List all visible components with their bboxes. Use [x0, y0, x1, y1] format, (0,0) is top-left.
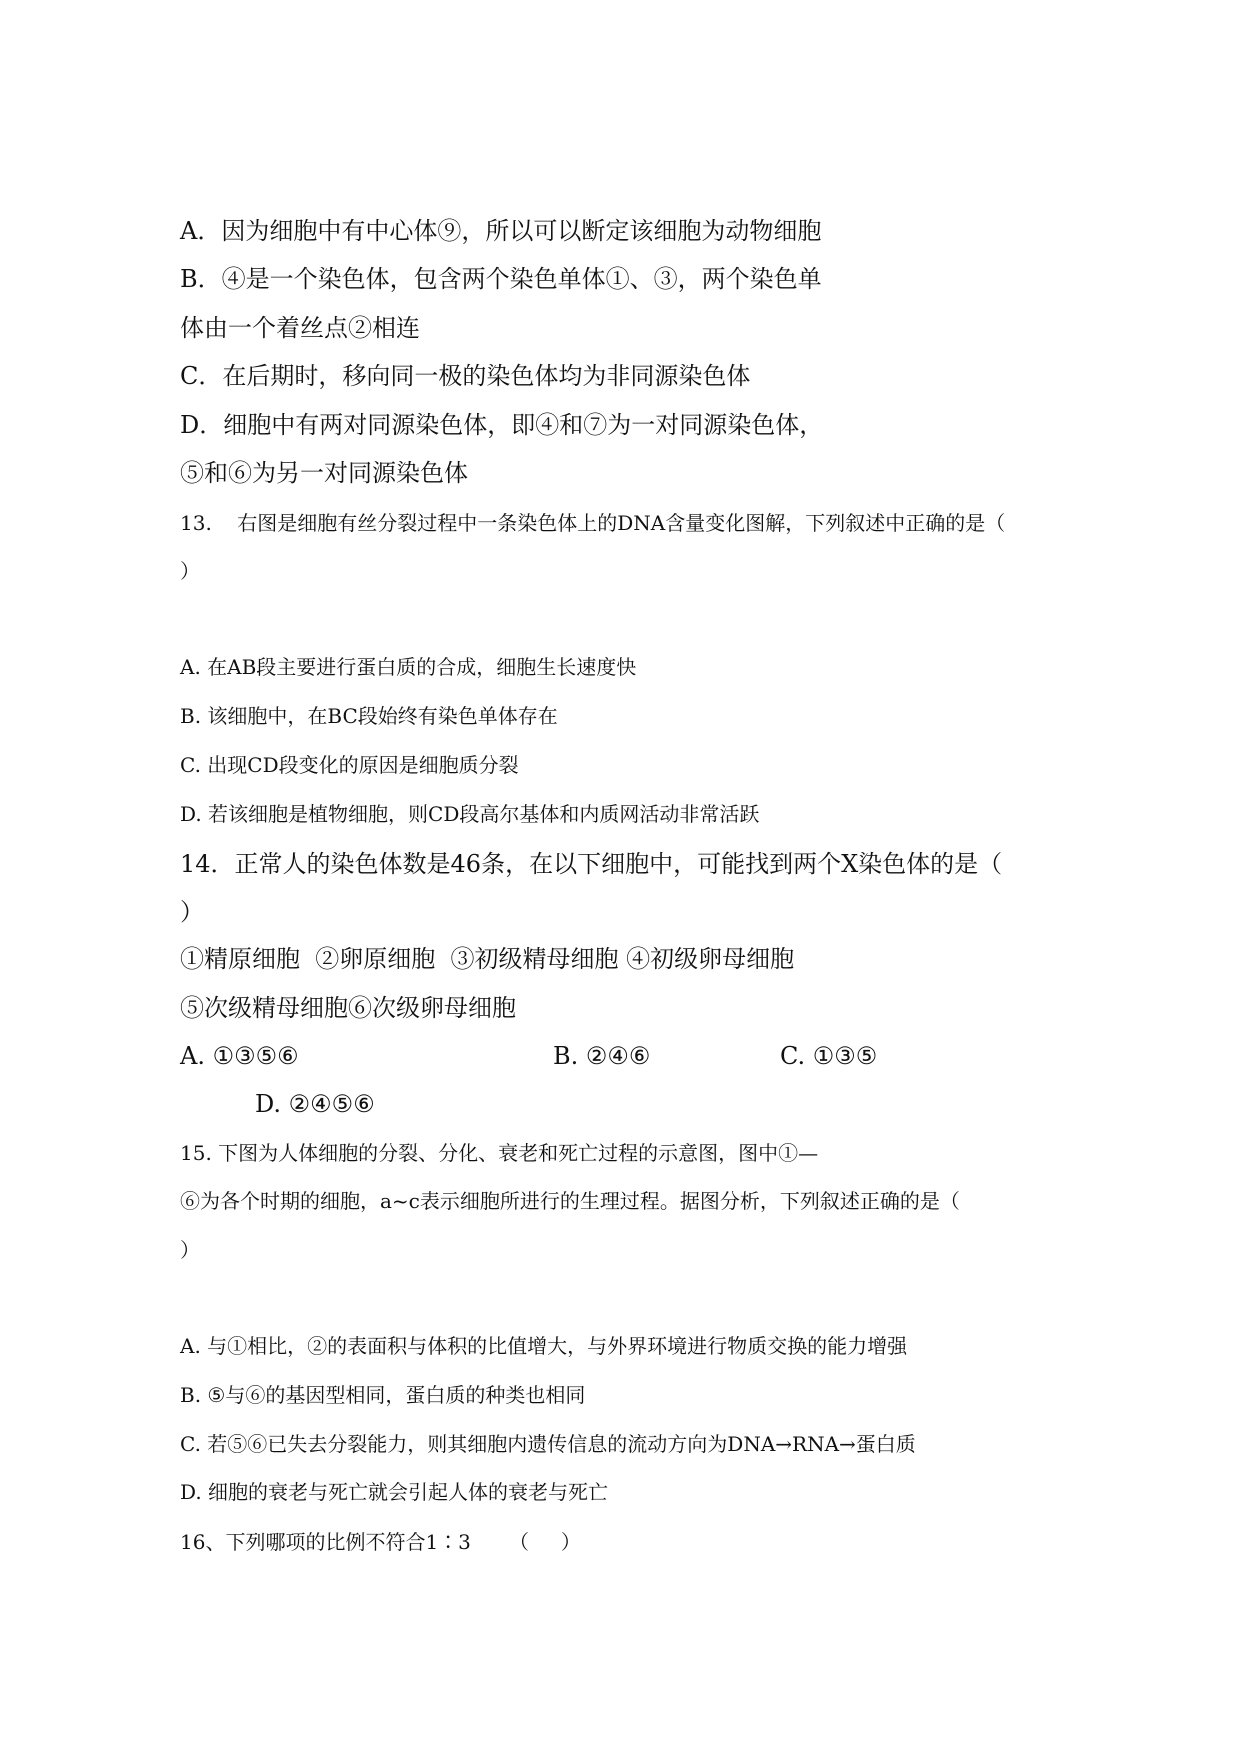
q14-items-line1: ①精原细胞 ②卵原细胞 ③初级精母细胞 ④初级卵母细胞 — [180, 945, 795, 973]
q15-option-b: B. ⑤与⑥的基因型相同，蛋白质的种类也相同 — [180, 1383, 586, 1407]
q13-option-c: C. 出现CD段变化的原因是细胞质分裂 — [180, 753, 519, 777]
q13-option-a: A. 在AB段主要进行蛋白质的合成，细胞生长速度快 — [180, 655, 637, 679]
q12-option-d-line1: D．细胞中有两对同源染色体，即④和⑦为一对同源染色体， — [180, 411, 824, 439]
q12-option-b-line2: 体由一个着丝点②相连 — [180, 314, 420, 342]
q15-stem-line2: ⑥为各个时期的细胞，a~c表示细胞所进行的生理过程。据图分析，下列叙述正确的是（ — [180, 1189, 960, 1213]
q14-option-d: D. ②④⑤⑥ — [255, 1090, 375, 1118]
q13-stem-line2: ） — [180, 559, 200, 583]
q14-option-b: B. ②④⑥ — [553, 1042, 651, 1070]
q14-option-c: C. ①③⑤ — [780, 1042, 878, 1070]
q14-stem-line1: 14．正常人的染色体数是46条，在以下细胞中，可能找到两个X染色体的是（ — [180, 850, 1003, 878]
q13-option-b: B. 该细胞中，在BC段始终有染色单体存在 — [180, 704, 558, 728]
q12-option-b-line1: B．④是一个染色体，包含两个染色单体①、③，两个染色单 — [180, 265, 822, 293]
q14-items-line2: ⑤次级精母细胞⑥次级卵母细胞 — [180, 994, 516, 1022]
q15-option-c: C. 若⑤⑥已失去分裂能力，则其细胞内遗传信息的流动方向为DNA→RNA→蛋白质 — [180, 1432, 916, 1456]
q16-stem: 16、下列哪项的比例不符合1∶3 （ ） — [180, 1530, 581, 1554]
q13-stem-line1: 13. 右图是细胞有丝分裂过程中一条染色体上的DNA含量变化图解，下列叙述中正确的是（ — [180, 511, 1006, 535]
q15-stem-line3: ） — [180, 1238, 200, 1262]
q14-stem-line2: ） — [180, 898, 204, 926]
q13-option-d: D. 若该细胞是植物细胞，则CD段高尔基体和内质网活动非常活跃 — [180, 802, 760, 826]
q15-option-a: A. 与①相比，②的表面积与体积的比值增大，与外界环境进行物质交换的能力增强 — [180, 1334, 908, 1358]
q14-option-a: A. ①③⑤⑥ — [180, 1042, 299, 1070]
q12-option-c: C．在后期时，移向同一极的染色体均为非同源染色体 — [180, 362, 751, 390]
q15-stem-line1: 15. 下图为人体细胞的分裂、分化、衰老和死亡过程的示意图，图中①— — [180, 1141, 819, 1165]
q12-option-d-line2: ⑤和⑥为另一对同源染色体 — [180, 459, 468, 487]
q15-option-d: D. 细胞的衰老与死亡就会引起人体的衰老与死亡 — [180, 1480, 609, 1504]
q12-option-a: A．因为细胞中有中心体⑨，所以可以断定该细胞为动物细胞 — [180, 217, 822, 245]
